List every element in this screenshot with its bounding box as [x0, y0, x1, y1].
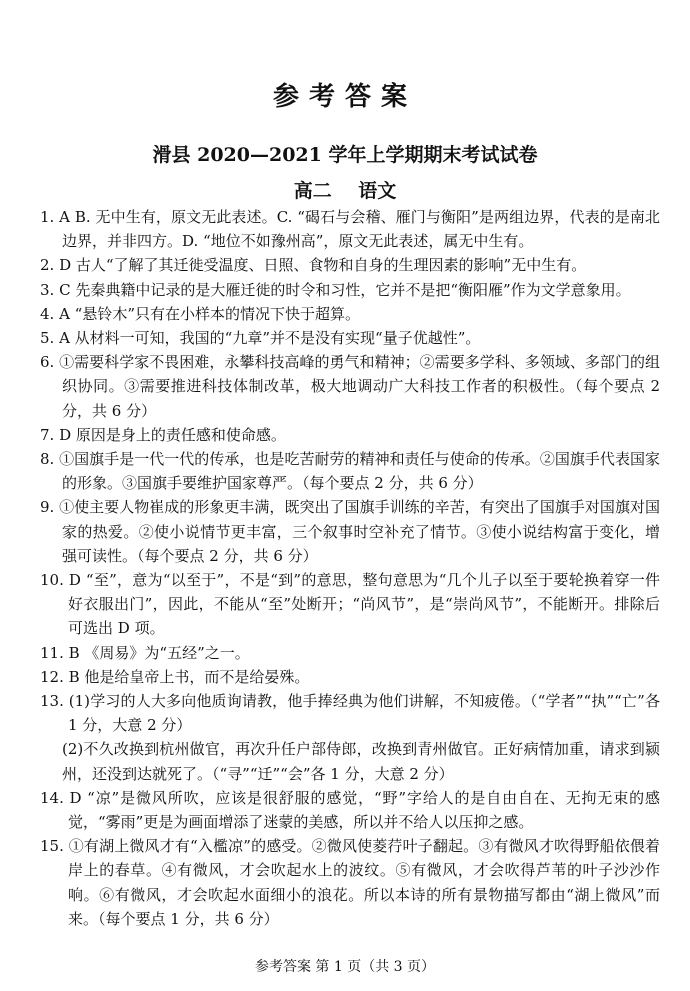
answer-item-6: 6. ①需要科学家不畏困难，永攀科技高峰的勇气和精神；②需要多学科、多领域、多部门的组织协同。③需要推进科技体制改革，极大地调动广大科技工作者的积极性。（每个要点 2 分，共 6 分） — [40, 353, 660, 420]
page-footer: 参考答案 第 1 页（共 3 页） — [254, 959, 436, 975]
answer-item-1: 1. A B. 无中生有，原文无此表述。C. “碣石与会稽、雁门与衡阳”是两组边界，代表的是南北边界，并非四方。D. “地位不如豫州高”，原文无此表述，属无中生有。 — [40, 208, 660, 251]
answer-item-15: 15. ①有湖上微风才有“入檻凉”的感受。②微风使菱荇叶子翻起。③有微风才吹得野船依偎着岸上的春草。④有微风，才会吹起水上的波纹。⑤有微风，才会吹得芦苇的叶子沙沙作响。⑥有微风，才会吹起水面细小的浪花。所以本诗的所有景物描写都由“湖上微风”而来。（每个要点 1 分，共 6 分） — [40, 837, 660, 928]
answer-item-12: 12. B 他是给皇帝上书，而不是给晏殊。 — [40, 667, 310, 686]
answer-item-14: 14. D “凉”是微风所吹，应该是很舒服的感觉，“野”字给人的是自由自在、无拘无束的感觉，“雾雨”更是为画面增添了迷蒙的美感，所以并不给人以压抑之感。 — [40, 788, 660, 832]
answer-list — [40, 205, 660, 931]
answer-item-11: 11. B 《周易》为“五经”之一。 — [40, 643, 250, 662]
answer-item-5: 5. A 从材料一可知，我国的“九章”并不是没有实现“量子优越性”。 — [40, 329, 481, 348]
subject-heading: 高二 语文 — [293, 180, 397, 202]
answer-item-4: 4. A “悬铃木”只有在小样本的情况下快于超算。 — [40, 304, 361, 323]
answer-item-9: 9. ①使主要人物崔成的形象更丰满，既突出了国旗手训练的辛苦，有突出了国旗手对国旗对国家的热爱。②使小说情节更丰富，三个叙事时空补充了情节。③使小说结构富于变化，增强可读性。（每个要点 2 分，共 6 分） — [40, 498, 660, 565]
exam-title: 滑县 2020—2021 学年上学期期末考试试卷 — [152, 144, 538, 166]
answer-item-3: 3. C 先秦典籍中记录的是大雁迁徙的时令和习性，它并不是把“衡阳雁”作为文学意象用。 — [40, 280, 631, 299]
page-title: 参考答案 — [272, 82, 417, 112]
answer-item-2: 2. D 古人“了解了其迁徙受温度、日照、食物和自身的生理因素的影响”无中生有。 — [40, 256, 587, 275]
answer-item-10: 10. D “至”，意为“以至于”，不是“到”的意思，整句意思为“几个儿子以至于要轮换着穿一件好衣服出门”，因此，不能从“至”处断开；“尚风节”，是“崇尚风节”，不能断开。排除后可选出 D 项。 — [40, 571, 660, 638]
answer-item-8: 8. ①国旗手是一代一代的传承，也是吃苦耐劳的精神和责任与使命的传承。②国旗手代表国家的形象。③国旗手要维护国家尊严。（每个要点 2 分，共 6 分） — [40, 450, 660, 493]
answer-item-13: 13. (1)学习的人大多向他质询请教，他手捧经典为他们讲解，不知疲倦。（“学者”“执”“亡”各 1 分，大意 2 分） — [40, 692, 660, 735]
answer-item-13-part-2: (2)不久改换到杭州做官，再次升任户部侍郎，改换到青州做官。正好病情加重，请求到颍州，还没到达就死了。（“寻”“迁”“会”各 1 分，大意 2 分） — [62, 740, 660, 783]
answer-item-7: 7. D 原因是身上的责任感和使命感。 — [40, 425, 286, 444]
